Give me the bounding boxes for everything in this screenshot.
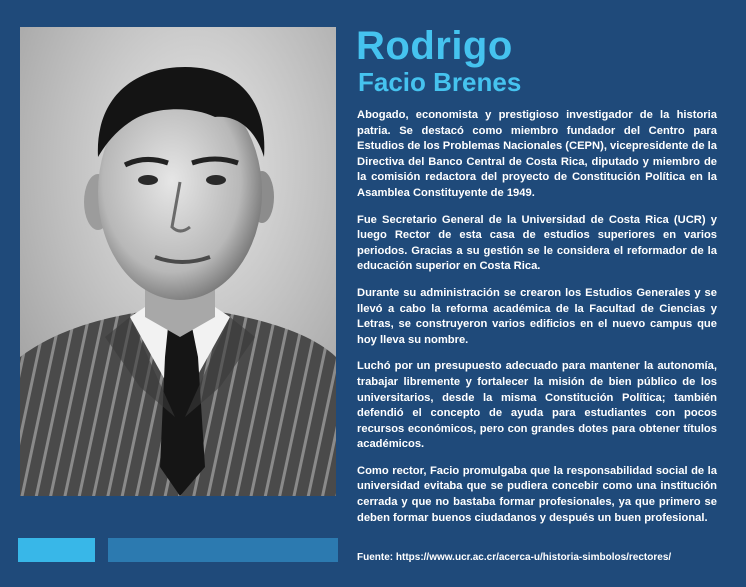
biography-paragraph: Como rector, Facio promulgaba que la responsabilidad social de la universidad evitaba que se pudiera concebir como una institución cerrada y que no bastaba formar profesionales, ya que primero se deben formar buenos ciudadanos y después un buen profesional. — [357, 464, 717, 524]
last-name-title: Facio Brenes — [358, 67, 522, 97]
source-citation: Fuente: https://www.ucr.ac.cr/acerca-u/historia-simbolos/rectores/ — [357, 552, 672, 563]
biography-paragraph: Durante su administración se crearon los Estudios Generales y se llevó a cabo la reforma académica de la Facultad de Ciencias y Letras, se construyeron varios edificios en el nuevo campus que hoy lleva su nombre. — [357, 286, 717, 346]
portrait-illustration — [20, 27, 336, 496]
biography-paragraph: Abogado, economista y prestigioso investigador de la historia patria. Se destacó como miembro fundador del Centro para Estudios de los Problemas Nacionales (CEPN), vicepresidente de la Directiva del Banco Central de Costa Rica, diputado y miembro de la comisión redactora del proyecto de Constitución Política en la Asamblea Constituyente de 1949. — [357, 109, 717, 199]
decorative-bar-light — [18, 538, 95, 562]
biography-paragraph: Fue Secretario General de la Universidad de Costa Rica (UCR) y luego Rector de esta casa de estudios superiores en varios periodos. Gracias a su gestión se le considera el reformador de la educación superior en Costa Rica. — [357, 213, 717, 273]
biography-text — [357, 108, 717, 537]
biography-paragraph: Luchó por un presupuesto adecuado para mantener la autonomía, trabajar libremente y fortalecer la misión de bien público de los universitarios, desde la misma Constitución Política; también defendió el concepto de ayuda para estudiantes con pocos recursos económicos, pero con grandes dotes para obtener títulos académicos. — [357, 360, 717, 451]
first-name-title: Rodrigo — [356, 24, 513, 68]
decorative-bar-dark — [108, 538, 338, 562]
portrait-photo — [20, 27, 336, 496]
